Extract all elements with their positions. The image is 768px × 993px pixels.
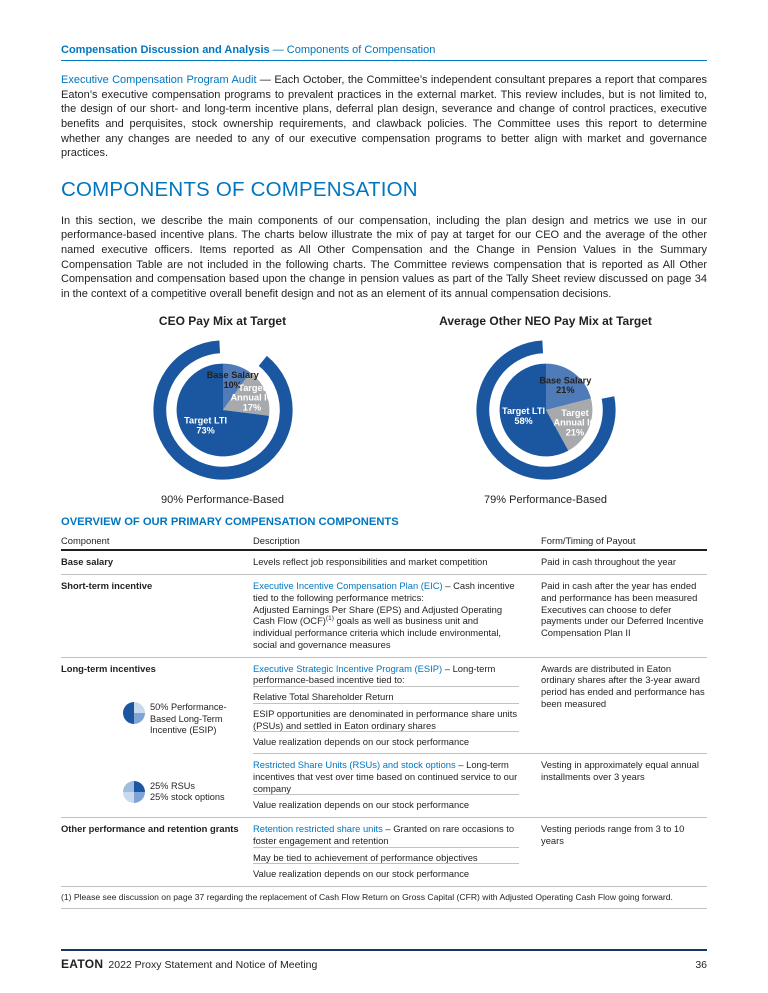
payout-text: Paid in cash throughout the year bbox=[541, 556, 676, 568]
breadcrumb-section: Compensation Discussion and Analysis bbox=[61, 44, 270, 56]
rsu-icon-label-line1: 25% RSUs bbox=[150, 780, 195, 791]
chart-title: CEO Pay Mix at Target bbox=[158, 313, 287, 328]
payout-text: Awards are distributed in Eaton ordinary shares after the 3-year award period has ended and performance has been measured bbox=[541, 662, 705, 709]
slice-label: Target LTI 73% bbox=[183, 415, 227, 435]
description-text bbox=[253, 604, 519, 651]
ceo-pay-mix-pie bbox=[144, 331, 302, 489]
esip-mix-indicator bbox=[123, 702, 243, 737]
eic-plan-link[interactable]: Executive Incentive Compensation Plan (EIC) bbox=[253, 580, 443, 591]
footnote: (1) Please see discussion on page 37 regarding the replacement of Cash Flow Return on Gross Capital (CFR) with Adjusted Operating Cash Flow going forward. bbox=[61, 887, 707, 909]
breadcrumb-rule bbox=[61, 60, 707, 61]
rsu-plan-link[interactable]: Restricted Share Units (RSUs) and stock options bbox=[253, 759, 456, 770]
ceo-pay-mix-chart bbox=[61, 314, 384, 506]
footnote-marker: (1) bbox=[325, 615, 334, 623]
footer-text: 2022 Proxy Statement and Notice of Meeting bbox=[108, 959, 318, 971]
table-row-base-salary bbox=[61, 551, 707, 575]
table-header-row bbox=[61, 535, 707, 552]
table-row-long-term bbox=[61, 658, 707, 819]
rsu-options-mix-indicator bbox=[123, 781, 243, 804]
page-footer bbox=[61, 949, 707, 971]
column-header-component: Component bbox=[61, 534, 110, 546]
intro-paragraph bbox=[61, 73, 707, 161]
component-label: Long-term incentives bbox=[61, 662, 156, 674]
description-text: – Long-term incentives that vest over time based on continued service to our company bbox=[253, 759, 518, 794]
column-header-description: Description bbox=[253, 534, 300, 546]
slice-label: Target Annual IC 17% bbox=[230, 382, 273, 413]
page-number: 36 bbox=[695, 959, 707, 971]
section-paragraph: In this section, we describe the main components of our compensation, including the plan design and metrics we use in our performance-based incentive plans. The charts below illustrate the mix of pay at target for our CEO and the average of the other named executive officers. Items reported as All Other Compensation and the Change in Pension Values in the Summary Compensation Table are not included in the following charts. The Committee reviews compensation that is reported as All Other Compensation and compensation based upon the change in pension values as part of the Tally Sheet review discussed on page 34 in the context of a competitive overall benefit design and not as an element of its annual compensation decisions. bbox=[61, 214, 707, 300]
payout-text: Vesting in approximately equal annual installments over 3 years bbox=[541, 759, 699, 782]
payout-text: Executives can choose to defer payments under our Deferred Incentive Compensation Plan II bbox=[541, 603, 704, 638]
description-text bbox=[253, 823, 519, 847]
neo-pay-mix-pie bbox=[467, 331, 625, 489]
chart-title: Average Other NEO Pay Mix at Target bbox=[439, 313, 652, 328]
description-text: Levels reflect job responsibilities and market competition bbox=[253, 556, 488, 568]
description-text: Value realization depends on our stock performance bbox=[253, 794, 519, 811]
slice-label: Base Salary 21% bbox=[538, 374, 591, 395]
eaton-brand: EATON bbox=[61, 957, 104, 971]
payout-text: Vesting periods range from 3 to 10 years bbox=[541, 823, 685, 846]
intro-text: — Each October, the Committee’s independent consultant prepares a report that compares Eaton’s executive compensation programs to prevalent practices in the external market. This review includes, but is not limited to, the design of our short- and long-term incentive plans, deferral plan design, severance and change of control practices, executive benefits and perquisites, stock ownership requirements, and clawback policies. The Committee uses this report to determine whether any changes are needed to any of our executive compensation programs to better align with market and governance practices. bbox=[61, 74, 707, 160]
breadcrumb-subsection: — Components of Compensation bbox=[269, 44, 436, 56]
description-text: Value realization depends on our stock performance bbox=[253, 731, 519, 748]
component-label: Other performance and retention grants bbox=[61, 823, 239, 834]
esip-icon-label: 50% Performance-Based Long-Term Incentive (ESIP) bbox=[150, 702, 227, 736]
description-text bbox=[253, 759, 519, 794]
breadcrumb bbox=[61, 44, 707, 61]
description-text: goals as well as business unit and individual performance criteria which include environmental, social and governance measures bbox=[253, 615, 502, 650]
description-text: Adjusted Earnings Per Share (EPS) and Adjusted Operating Cash Flow (OCF) bbox=[253, 603, 503, 627]
description-text bbox=[253, 580, 519, 604]
component-label: Short-term incentive bbox=[61, 580, 153, 591]
retention-rsu-link[interactable]: Retention restricted share units bbox=[253, 823, 383, 834]
description-text: Value realization depends on our stock performance bbox=[253, 863, 519, 880]
rsu-icon-label-line2: 25% stock options bbox=[150, 792, 225, 803]
payout-text: Paid in cash after the year has ended and performance has been measured bbox=[541, 580, 698, 603]
description-text: May be tied to achievement of performance objectives bbox=[253, 847, 519, 864]
compensation-table bbox=[61, 535, 707, 909]
chart-caption: 90% Performance-Based bbox=[161, 493, 284, 506]
description-text: Relative Total Shareholder Return bbox=[253, 686, 519, 703]
description-text bbox=[253, 663, 519, 687]
slice-label: Base Salary 10% bbox=[206, 369, 259, 390]
table-row-short-term bbox=[61, 575, 707, 658]
description-text: – Long-term performance-based incentive tied to: bbox=[253, 662, 496, 686]
table-heading: OVERVIEW OF OUR PRIMARY COMPENSATION COMPONENTS bbox=[61, 515, 399, 528]
program-audit-lead: Executive Compensation Program Audit bbox=[61, 74, 257, 86]
chart-caption: 79% Performance-Based bbox=[484, 493, 607, 506]
esip-pie-icon bbox=[123, 702, 145, 724]
description-text: – Granted on rare occasions to foster engagement and retention bbox=[253, 823, 515, 846]
pay-mix-charts bbox=[61, 314, 707, 506]
rsu-icon-label bbox=[150, 781, 225, 804]
slice-label: Target Annual IC 21% bbox=[553, 407, 596, 438]
description-text: ESIP opportunities are denominated in performance share units (PSUs) and settled in Eaton ordinary shares bbox=[253, 703, 519, 732]
component-label: Base salary bbox=[61, 556, 114, 568]
column-header-payout: Form/Timing of Payout bbox=[541, 534, 636, 546]
slice-label: Target LTI 58% bbox=[501, 405, 545, 426]
neo-pay-mix-chart bbox=[384, 314, 707, 506]
footer-rule bbox=[61, 949, 707, 951]
esip-plan-link[interactable]: Executive Strategic Incentive Program (ESIP) bbox=[253, 662, 443, 674]
page-title: COMPONENTS OF COMPENSATION bbox=[61, 177, 418, 201]
rsu-options-pie-icon bbox=[123, 781, 145, 803]
table-row-other-grants bbox=[61, 818, 707, 887]
description-text: – Cash incentive tied to the following performance metrics: bbox=[253, 580, 515, 603]
